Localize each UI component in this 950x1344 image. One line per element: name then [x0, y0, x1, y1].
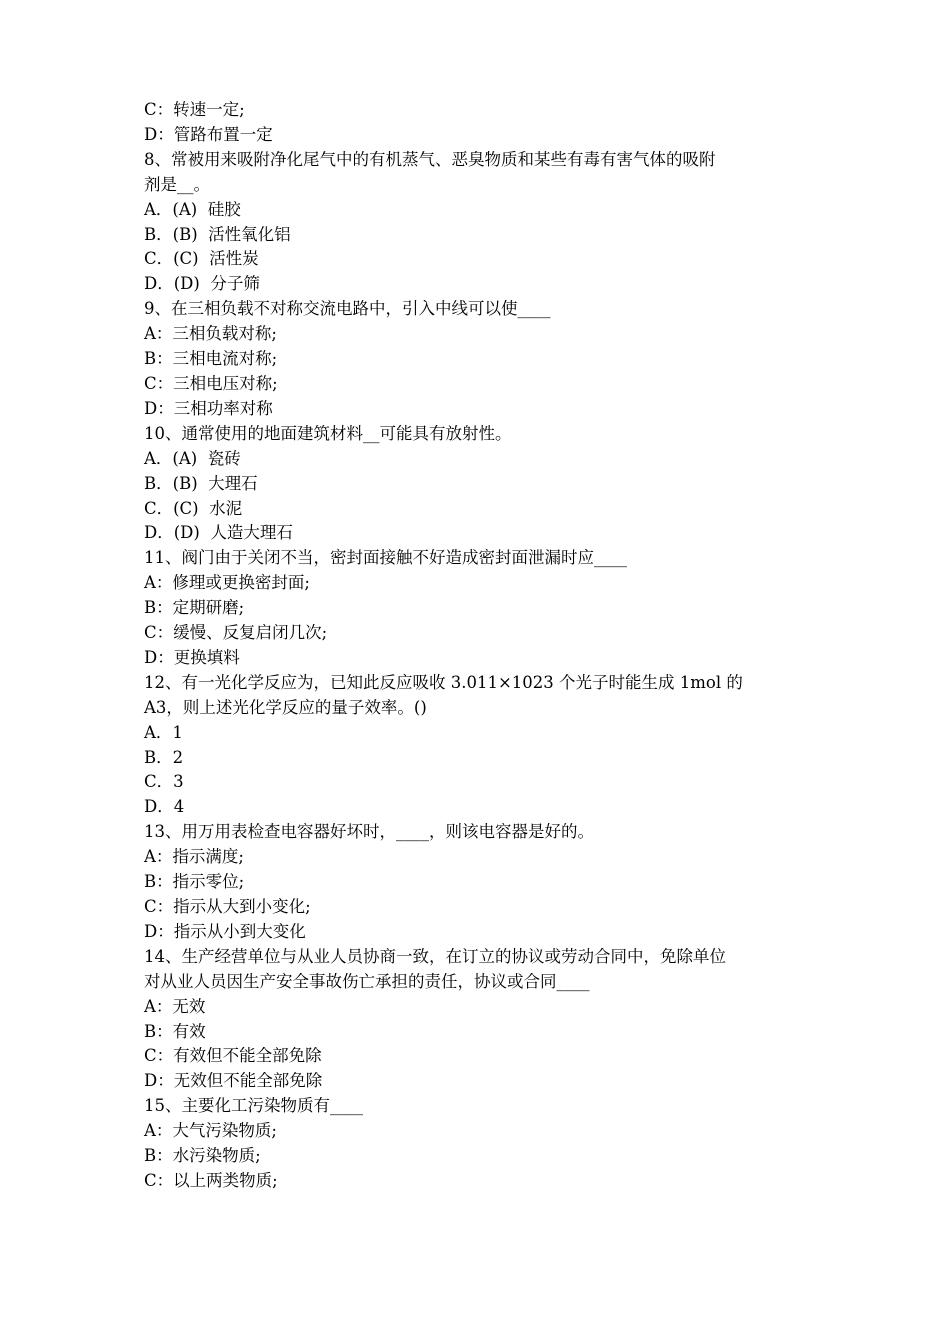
question-15-text: 15、主要化工污染物质有____ — [144, 1096, 363, 1116]
question-14-text: 14、生产经营单位与从业人员协商一致，在订立的协议或劳动合同中，免除单位 — [144, 946, 726, 966]
question-13-option-c: C：指示从大到小变化; — [144, 897, 311, 916]
question-9-option-c: C：三相电压对称; — [144, 373, 278, 393]
question-8-option-b: B．(B) 活性氧化铝 — [144, 224, 291, 244]
question-13-option-a: A：指示满度; — [144, 847, 244, 867]
option-c-line: C：转速一定; — [144, 100, 245, 119]
option-d-line: D：管路布置一定 — [144, 124, 273, 144]
question-8-text: 8、常被用来吸附净化尾气中的有机蒸气、恶臭物质和某些有毒有害气体的吸附 — [144, 149, 716, 169]
question-11-option-c: C：缓慢、反复启闭几次; — [144, 623, 328, 643]
question-14-option-c: C：有效但不能全部免除 — [144, 1046, 322, 1066]
question-15-option-a: A：大气污染物质; — [144, 1121, 277, 1141]
question-13-option-b: B：指示零位; — [144, 872, 245, 892]
question-9-option-b: B：三相电流对称; — [144, 349, 278, 369]
question-12-text-cont: A3，则上述光化学反应的量子效率。() — [144, 697, 427, 717]
question-8-option-d: D．(D) 分子筛 — [144, 274, 260, 294]
question-11-option-d: D：更换填料 — [144, 647, 240, 667]
question-11-option-b: B：定期研磨; — [144, 598, 245, 618]
question-12-text: 12、有一光化学反应为，已知此反应吸收 3.011×1023 个光子时能生成 1mol 的 — [144, 672, 743, 692]
question-9-text: 9、在三相负载不对称交流电路中，引入中线可以使____ — [144, 299, 551, 319]
question-15-option-c: C：以上两类物质; — [144, 1170, 278, 1190]
question-11-option-a: A：修理或更换密封面; — [144, 573, 310, 593]
question-10-option-c: C．(C) 水泥 — [144, 498, 243, 518]
question-13-option-d: D：指示从小到大变化 — [144, 921, 306, 941]
question-8-option-c: C．(C) 活性炭 — [144, 249, 259, 269]
question-10-option-b: B．(B) 大理石 — [144, 473, 258, 493]
question-8-text-cont: 剂是__。 — [144, 174, 210, 194]
question-15-option-b: B：水污染物质; — [144, 1146, 261, 1166]
question-10-option-a: A．(A) 瓷砖 — [144, 448, 241, 468]
question-10-option-d: D．(D) 人造大理石 — [144, 523, 293, 543]
question-10-text: 10、通常使用的地面建筑材料__可能具有放射性。 — [144, 423, 512, 443]
document-body — [144, 98, 814, 1194]
question-12-option-d: D．4 — [144, 797, 185, 817]
question-13-text: 13、用万用表检查电容器好坏时，____，则该电容器是好的。 — [144, 822, 594, 842]
question-12-option-a: A．1 — [144, 722, 183, 742]
question-12-option-c: C．3 — [144, 772, 184, 792]
question-9-option-d: D：三相功率对称 — [144, 398, 273, 418]
question-11-text: 11、阀门由于关闭不当，密封面接触不好造成密封面泄漏时应____ — [144, 548, 627, 568]
question-8-option-a: A．(A) 硅胶 — [144, 199, 241, 219]
question-14-option-d: D：无效但不能全部免除 — [144, 1071, 323, 1091]
question-14-option-b: B：有效 — [144, 1021, 206, 1041]
question-14-option-a: A：无效 — [144, 996, 206, 1016]
question-12-option-b: B．2 — [144, 747, 184, 767]
question-9-option-a: A：三相负载对称; — [144, 324, 277, 344]
question-14-text-cont: 对从业人员因生产安全事故伤亡承担的责任，协议或合同____ — [144, 971, 590, 991]
